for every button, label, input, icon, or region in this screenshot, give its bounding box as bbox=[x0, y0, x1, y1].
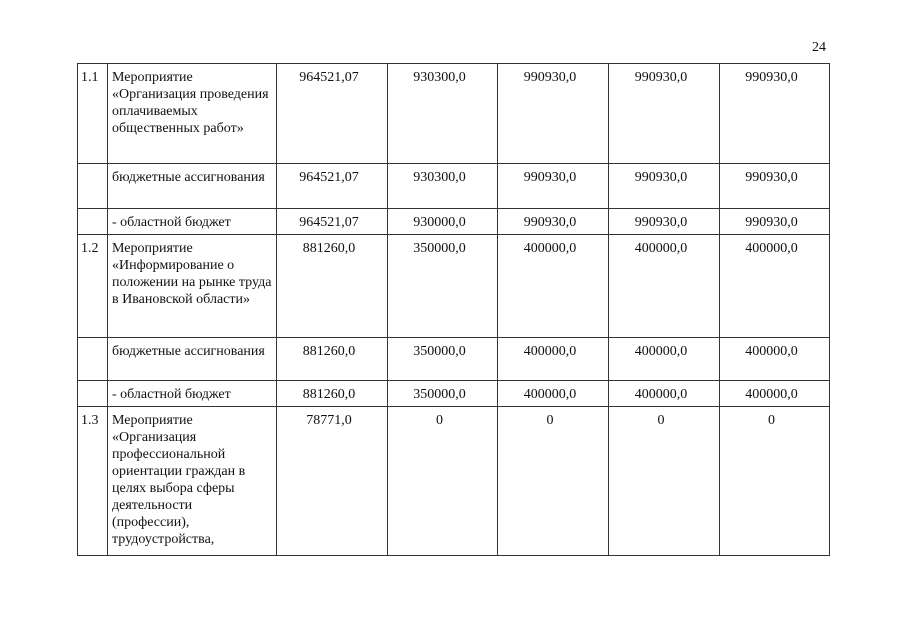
value-cell: 0 bbox=[720, 407, 830, 556]
table-row bbox=[78, 164, 830, 209]
value-cell: 350000,0 bbox=[388, 235, 498, 338]
value-cell: 990930,0 bbox=[609, 64, 720, 164]
value-cell: 930300,0 bbox=[388, 164, 498, 209]
value-cell: 990930,0 bbox=[720, 164, 830, 209]
value-cell: 400000,0 bbox=[609, 381, 720, 407]
value-cell: 350000,0 bbox=[388, 381, 498, 407]
page-number: 24 bbox=[812, 40, 826, 55]
row-index: 1.3 bbox=[78, 407, 108, 556]
table-row bbox=[78, 235, 830, 338]
row-name: - областной бюджет bbox=[108, 209, 277, 235]
value-cell: 881260,0 bbox=[277, 338, 388, 381]
value-cell: 78771,0 bbox=[277, 407, 388, 556]
table-row bbox=[78, 338, 830, 381]
row-name: - областной бюджет bbox=[108, 381, 277, 407]
value-cell: 400000,0 bbox=[720, 338, 830, 381]
value-cell: 964521,07 bbox=[277, 209, 388, 235]
table-row bbox=[78, 64, 830, 164]
value-cell: 964521,07 bbox=[277, 164, 388, 209]
row-index bbox=[78, 381, 108, 407]
value-cell: 990930,0 bbox=[609, 209, 720, 235]
value-cell: 930000,0 bbox=[388, 209, 498, 235]
value-cell: 990930,0 bbox=[498, 164, 609, 209]
row-name: Мероприятие «Организация профессиональной ориентации граждан в целях выбора сферы деятельности (профессии), трудоустройства, bbox=[108, 407, 277, 556]
table-row bbox=[78, 407, 830, 556]
value-cell: 0 bbox=[609, 407, 720, 556]
value-cell: 990930,0 bbox=[720, 209, 830, 235]
value-cell: 0 bbox=[498, 407, 609, 556]
value-cell: 400000,0 bbox=[720, 381, 830, 407]
value-cell: 990930,0 bbox=[498, 209, 609, 235]
budget-table bbox=[77, 63, 830, 556]
table-row bbox=[78, 209, 830, 235]
value-cell: 400000,0 bbox=[720, 235, 830, 338]
value-cell: 930300,0 bbox=[388, 64, 498, 164]
value-cell: 350000,0 bbox=[388, 338, 498, 381]
value-cell: 400000,0 bbox=[498, 235, 609, 338]
value-cell: 990930,0 bbox=[498, 64, 609, 164]
row-index: 1.2 bbox=[78, 235, 108, 338]
row-index bbox=[78, 209, 108, 235]
row-name: Мероприятие «Организация проведения оплачиваемых общественных работ» bbox=[108, 64, 277, 164]
value-cell: 881260,0 bbox=[277, 381, 388, 407]
row-name: Мероприятие «Информирование о положении на рынке труда в Ивановской области» bbox=[108, 235, 277, 338]
value-cell: 400000,0 bbox=[609, 235, 720, 338]
row-index: 1.1 bbox=[78, 64, 108, 164]
row-index bbox=[78, 338, 108, 381]
row-name: бюджетные ассигнования bbox=[108, 164, 277, 209]
value-cell: 0 bbox=[388, 407, 498, 556]
row-index bbox=[78, 164, 108, 209]
value-cell: 990930,0 bbox=[609, 164, 720, 209]
table-row bbox=[78, 381, 830, 407]
value-cell: 400000,0 bbox=[498, 381, 609, 407]
value-cell: 990930,0 bbox=[720, 64, 830, 164]
row-name: бюджетные ассигнования bbox=[108, 338, 277, 381]
value-cell: 881260,0 bbox=[277, 235, 388, 338]
value-cell: 964521,07 bbox=[277, 64, 388, 164]
value-cell: 400000,0 bbox=[609, 338, 720, 381]
value-cell: 400000,0 bbox=[498, 338, 609, 381]
